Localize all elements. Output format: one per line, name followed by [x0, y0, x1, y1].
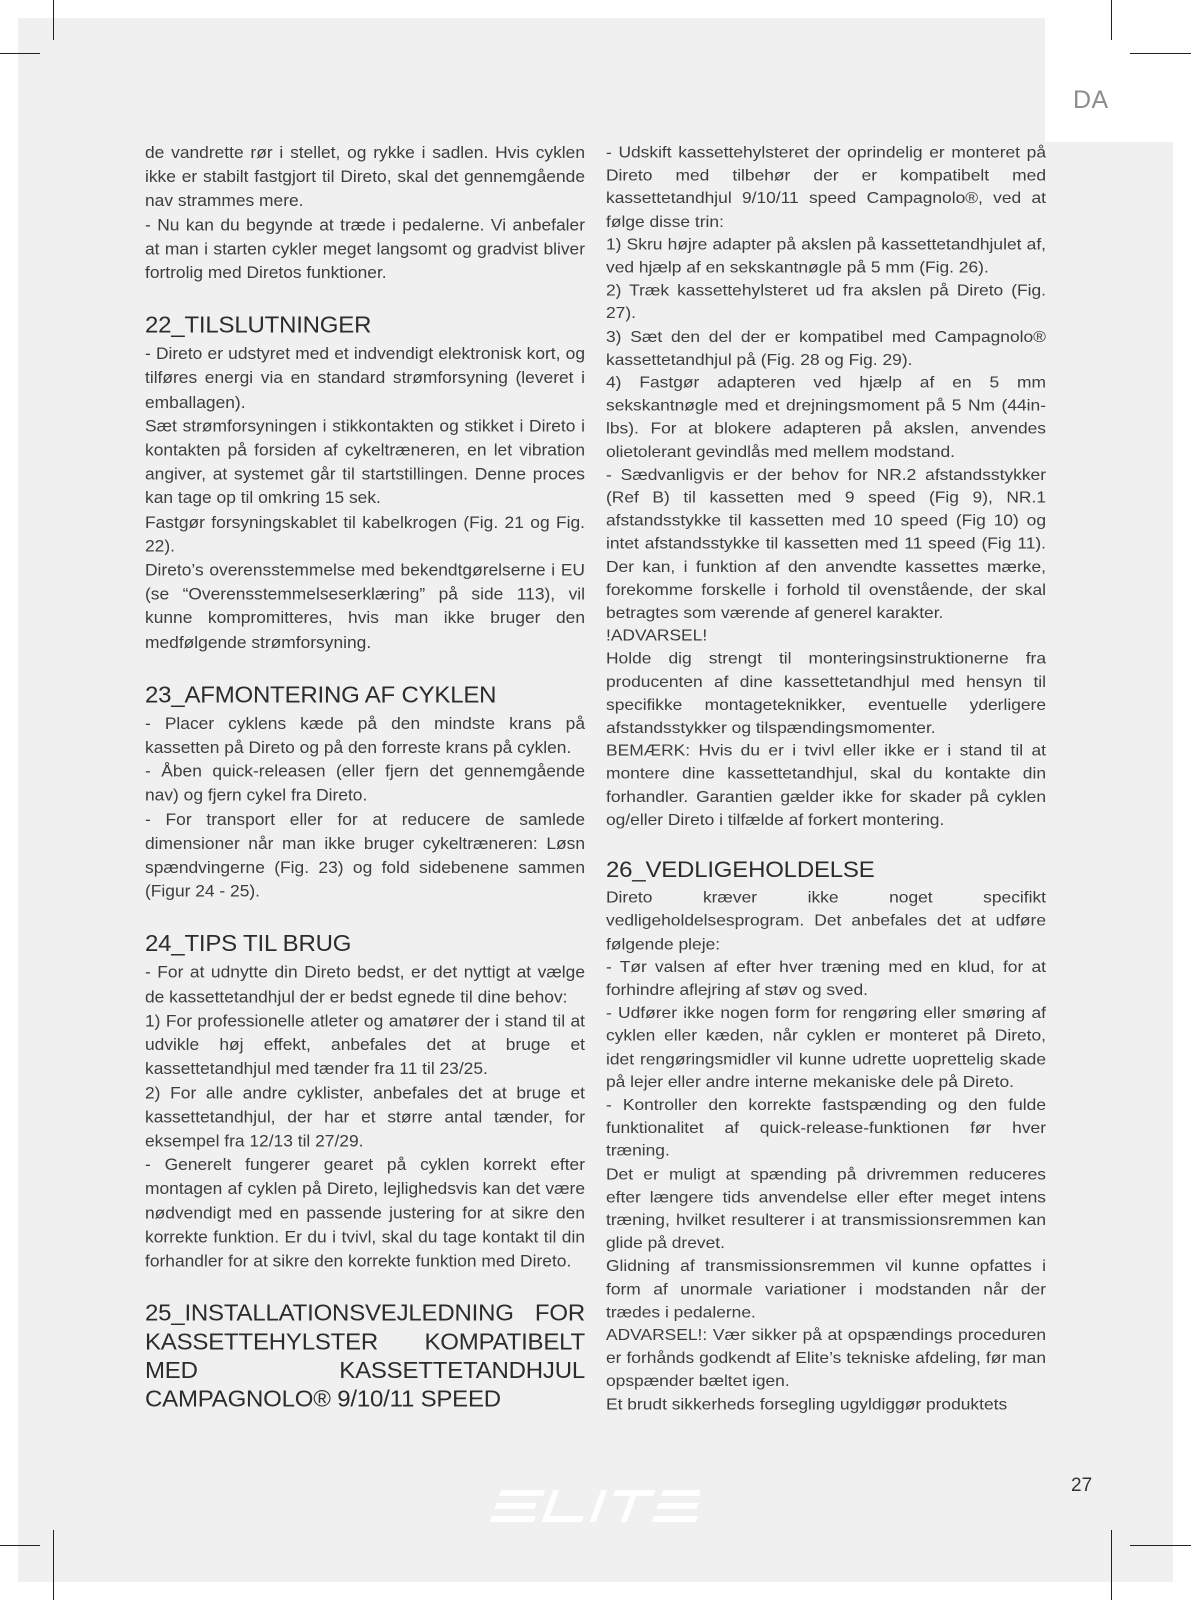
section-22-paragraph: - Direto er udstyret med et indvendigt elektronisk kort, og tilføres energi via en standard strømforsyning (leveret i emballagen).: [145, 344, 585, 412]
section-26-paragraph: - Kontroller den korrekte fastspænding og den fulde funktionalitet af quick-release-funktionen før hver træning.: [606, 1095, 1046, 1160]
crop-mark: [0, 1545, 40, 1546]
crop-mark: [1111, 1530, 1112, 1600]
section-heading-26: 26_VEDLIGEHOLDELSE: [606, 858, 875, 883]
crop-mark: [53, 0, 54, 40]
section-24-paragraph: 1) For professionelle atleter og amatører der i stand til at udvikle høj effekt, anbefales det at bruge et kassettetandhjul med tænder fra 11 til 23/25.: [145, 1010, 585, 1078]
section-26-paragraph: Direto kræver ikke noget specifikt vedligeholdelsesprogram. Det anbefales det at udføre følgende pleje:: [606, 888, 1046, 953]
section-25-paragraph: Holde dig strengt til monteringsinstruktionerne fra producenten af dine kassettetandhjul med hensyn til specifikke montageteknikker, eventuelle yderligere afstandsstykker og tilspændingsmomenter.: [606, 649, 1046, 737]
crop-mark: [0, 53, 40, 54]
section-25-paragraph: 2) Træk kassettehylsteret ud fra akslen på Direto (Fig. 27).: [606, 280, 1046, 323]
section-25-paragraph: 1) Skru højre adapter på akslen på kassettetandhjulet af, ved hjælp af en sekskantnøgle på 5 mm (Fig. 26).: [606, 234, 1046, 277]
section-22-paragraph: Direto’s overensstemmelse med bekendtgørelserne i EU (se “Overensstemmelseserklæring” på side 113), vil kunne kompromitteres, hvis man ikke bruger den medfølgende strømforsyning.: [145, 560, 585, 652]
page-number: 27: [1071, 1475, 1093, 1496]
section-23-paragraph: - Placer cyklens kæde på den mindste krans på kassetten på Direto og på den forreste krans på cyklen.: [145, 713, 585, 757]
section-25-paragraph: - Udskift kassettehylsteret der oprindelig er monteret på Direto med tilbehør der er kompatibelt med kassettetandhjul 9/10/11 speed Campagnolo®, ved at følge disse trin:: [606, 142, 1046, 231]
language-code: DA: [1073, 86, 1109, 114]
section-heading-25: 25_INSTALLATIONSVEJLEDNING FOR KASSETTEHYLSTER KOMPATIBELT MED KASSETTETANDHJUL CAMPAGNOLO® 9/10/11 SPEED: [145, 1300, 585, 1413]
section-24-paragraph: 2) For alle andre cyklister, anbefales det at bruge et kassettetandhjul, der har et større antal tænder, for eksempel fra 12/13 til 27/29.: [145, 1082, 585, 1151]
intro-paragraph: - Nu kan du begynde at træde i pedalerne. Vi anbefaler at man i starten cykler meget langsomt og gradvist bliver fortrolig med Diretos funktioner.: [145, 214, 585, 283]
intro-paragraph: de vandrette rør i stellet, og rykke i sadlen. Hvis cyklen ikke er stabilt fastgjort til Direto, skal det gennemgående nav strammes mere.: [145, 142, 585, 210]
section-24-paragraph: - For at udnytte din Direto bedst, er det nyttigt at vælge de kassettetandhjul der er bedst egnede til dine behov:: [145, 962, 585, 1006]
section-heading-23: 23_AFMONTERING AF CYKLEN: [145, 682, 497, 708]
crop-mark: [1111, 0, 1112, 40]
crop-mark: [1130, 1545, 1191, 1546]
warning-label: !ADVARSEL!: [606, 626, 708, 645]
section-26-paragraph: Glidning af transmissionsremmen vil kunne opfattes i form af unormale variationer i modstanden når der trædes i pedalerne.: [606, 1256, 1046, 1321]
section-26-paragraph: - Tør valsen af efter hver træning med en klud, for at forhindre aflejring af støv og sved.: [606, 957, 1046, 999]
section-26-paragraph: Det er muligt at spænding på drivremmen reduceres efter længere tids anvendelse eller efter meget intens træning, hvilket resulterer i at transmissionsremmen kan glide på drevet.: [606, 1164, 1046, 1252]
section-22-paragraph: Sæt strømforsyningen i stikkontakten og stikket i Direto i kontakten på forsiden af cykeltræneren, en let vibration angiver, at systemet går til startstillingen. Denne proces kan tage op til omkring 15 sek.: [145, 416, 585, 508]
section-22-paragraph: Fastgør forsyningskablet til kabelkrogen (Fig. 21 og Fig. 22).: [145, 512, 585, 556]
language-tab: [1045, 18, 1173, 142]
right-column: [606, 141, 1046, 1416]
elite-logo: [490, 1488, 700, 1531]
section-25-paragraph: 4) Fastgør adapteren ved hjælp af en 5 mm sekskantnøgle med et drejningsmoment på 5 Nm (44in-lbs). For at blokere adapteren på akslen, anvendes olietolerant gevindlås med mellem modstand.: [606, 373, 1046, 461]
section-24-paragraph: - Generelt fungerer gearet på cyklen korrekt efter montagen af cyklen på Direto, lejlighedsvis kan det være nødvendigt med en passende justering for at sikre den korrekte funktion. Er du i tvivl, skal du tage kontakt til din forhandler for at sikre den korrekte funktion med Direto.: [145, 1155, 585, 1271]
left-column: [145, 141, 585, 1416]
crop-mark: [53, 1530, 54, 1600]
section-23-paragraph: - For transport eller for at reducere de samlede dimensioner når man ikke bruger cykeltræneren: Løsn spændvingerne (Fig. 23) og fold sidebenene sammen (Figur 24 - 25).: [145, 809, 585, 901]
section-26-paragraph: Et brudt sikkerheds forsegling ugyldiggør produktets: [606, 1394, 1008, 1413]
note-paragraph: BEMÆRK: Hvis du er i tvivl eller ikke er i stand til at montere dine kassettetandhjul, skal du kontakte din forhandler. Garantien gælder ikke for skader på cyklen og/eller Direto i tilfælde af forkert montering.: [606, 741, 1046, 829]
section-heading-22: 22_TILSLUTNINGER: [145, 312, 372, 339]
section-heading-24: 24_TIPS TIL BRUG: [145, 931, 352, 958]
section-26-paragraph: - Udfører ikke nogen form for rengøring eller smøring af cyklen eller kæden, når cyklen er monteret på Direto, idet rengøringsmidler vil kunne udrette uoprettelig skade på lejer eller andre interne mekaniske dele på Direto.: [606, 1003, 1046, 1091]
section-25-paragraph: - Sædvanligvis er der behov for NR.2 afstandsstykker (Ref B) til kassetten med 9 speed (Fig 9), NR.1 afstandsstykke til kassetten med 10 speed (Fig 10) og intet afstandsstykke til kassetten med 11 speed (Fig 11). Der kan, i funktion af den anvendte kassettes mærke, forekomme forskelle i forhold til ovenstående, der skal betragtes som værende af generel karakter.: [606, 465, 1046, 622]
section-23-paragraph: - Åben quick-releasen (eller fjern det gennemgående nav) og fjern cykel fra Direto.: [145, 761, 585, 805]
crop-mark: [1130, 53, 1191, 54]
section-26-paragraph: ADVARSEL!: Vær sikker på at opspændings proceduren er forhånds godkendt af Elite’s tekniske afdeling, før man opspænder bæltet igen.: [606, 1325, 1046, 1390]
section-25-paragraph: 3) Sæt den del der er kompatibel med Campagnolo® kassettetandhjul på (Fig. 28 og Fig. 29).: [606, 326, 1046, 369]
